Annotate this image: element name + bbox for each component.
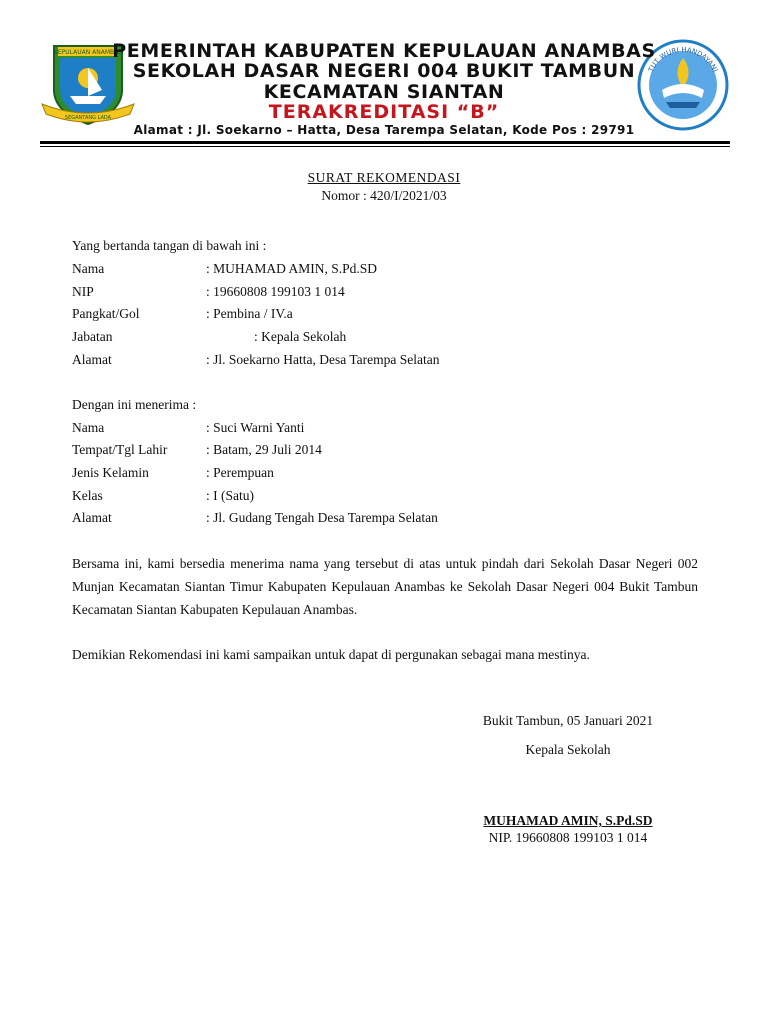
field-label: Nama xyxy=(72,420,105,435)
letter-number: Nomor : 420/I/2021/03 xyxy=(321,188,447,203)
letter-title: SURAT REKOMENDASI xyxy=(307,170,461,185)
field-label: Pangkat/Gol xyxy=(72,306,140,321)
field-value: : Kepala Sekolah xyxy=(254,329,347,344)
field-label: Alamat xyxy=(72,510,112,525)
field-value: : 19660808 199103 1 014 xyxy=(206,284,345,299)
signer-nip: NIP. 19660808 199103 1 014 xyxy=(488,830,648,845)
logo-left-top-text: KEPULAUAN ANAMBAS xyxy=(53,49,123,56)
letterhead-address: Alamat : Jl. Soekarno – Hatta, Desa Tarempa Selatan, Kode Pos : 29791 xyxy=(133,123,635,137)
body-paragraph: Bersama ini, kami bersedia menerima nama yang tersebut di atas untuk pindah dari Sekolah Dasar Negeri 002 Munjan Kecamatan Siantan Timur Kabupaten Kepulauan Anambas ke Sekolah Dasar Negeri 004 Bukit Tambun Kecamatan Siantan Kabupaten Kepulauan Anambas. xyxy=(72,556,698,617)
signer-intro: Yang bertanda tangan di bawah ini : xyxy=(72,238,267,253)
field-label: Nama xyxy=(72,261,105,276)
field-value: : Suci Warni Yanti xyxy=(206,420,305,435)
letterhead-district: KECAMATAN SIANTAN xyxy=(263,81,505,103)
letterhead-government: PEMERINTAH KABUPATEN KEPULAUAN ANAMBAS xyxy=(112,40,656,62)
logo-left-motto: SEGANTANG LADA xyxy=(64,115,112,121)
field-value: : I (Satu) xyxy=(206,488,254,503)
student-intro: Dengan ini menerima : xyxy=(72,397,197,412)
field-value: : Jl. Soekarno Hatta, Desa Tarempa Selatan xyxy=(206,352,440,367)
field-label: Jenis Kelamin xyxy=(72,465,149,480)
field-value: : Pembina / IV.a xyxy=(206,306,293,321)
field-label: Alamat xyxy=(72,352,112,367)
letterhead-school: SEKOLAH DASAR NEGERI 004 BUKIT TAMBUN xyxy=(132,60,636,82)
field-label: Kelas xyxy=(72,488,103,503)
logo-right-motto: TUT WURI HANDAYANI xyxy=(647,45,720,74)
letterhead-divider-thin xyxy=(40,146,730,147)
field-label: Jabatan xyxy=(72,329,113,344)
letterhead-accreditation: TERAKREDITASI “B” xyxy=(268,101,500,123)
closing-paragraph: Demikian Rekomendasi ini kami sampaikan untuk dapat di pergunakan sebagai mana mestinya. xyxy=(72,647,590,662)
signer-position: Kepala Sekolah xyxy=(525,742,611,757)
field-label: Tempat/Tgl Lahir xyxy=(72,442,168,457)
field-value: : MUHAMAD AMIN, S.Pd.SD xyxy=(206,261,378,276)
field-value: : Perempuan xyxy=(206,465,274,480)
field-value: : Batam, 29 Juli 2014 xyxy=(206,442,322,457)
letterhead-divider xyxy=(40,141,730,144)
place-date: Bukit Tambun, 05 Januari 2021 xyxy=(482,713,654,728)
field-label: NIP xyxy=(72,284,94,299)
field-value: : Jl. Gudang Tengah Desa Tarempa Selatan xyxy=(206,510,438,525)
signer-name: MUHAMAD AMIN, S.Pd.SD xyxy=(483,813,653,828)
